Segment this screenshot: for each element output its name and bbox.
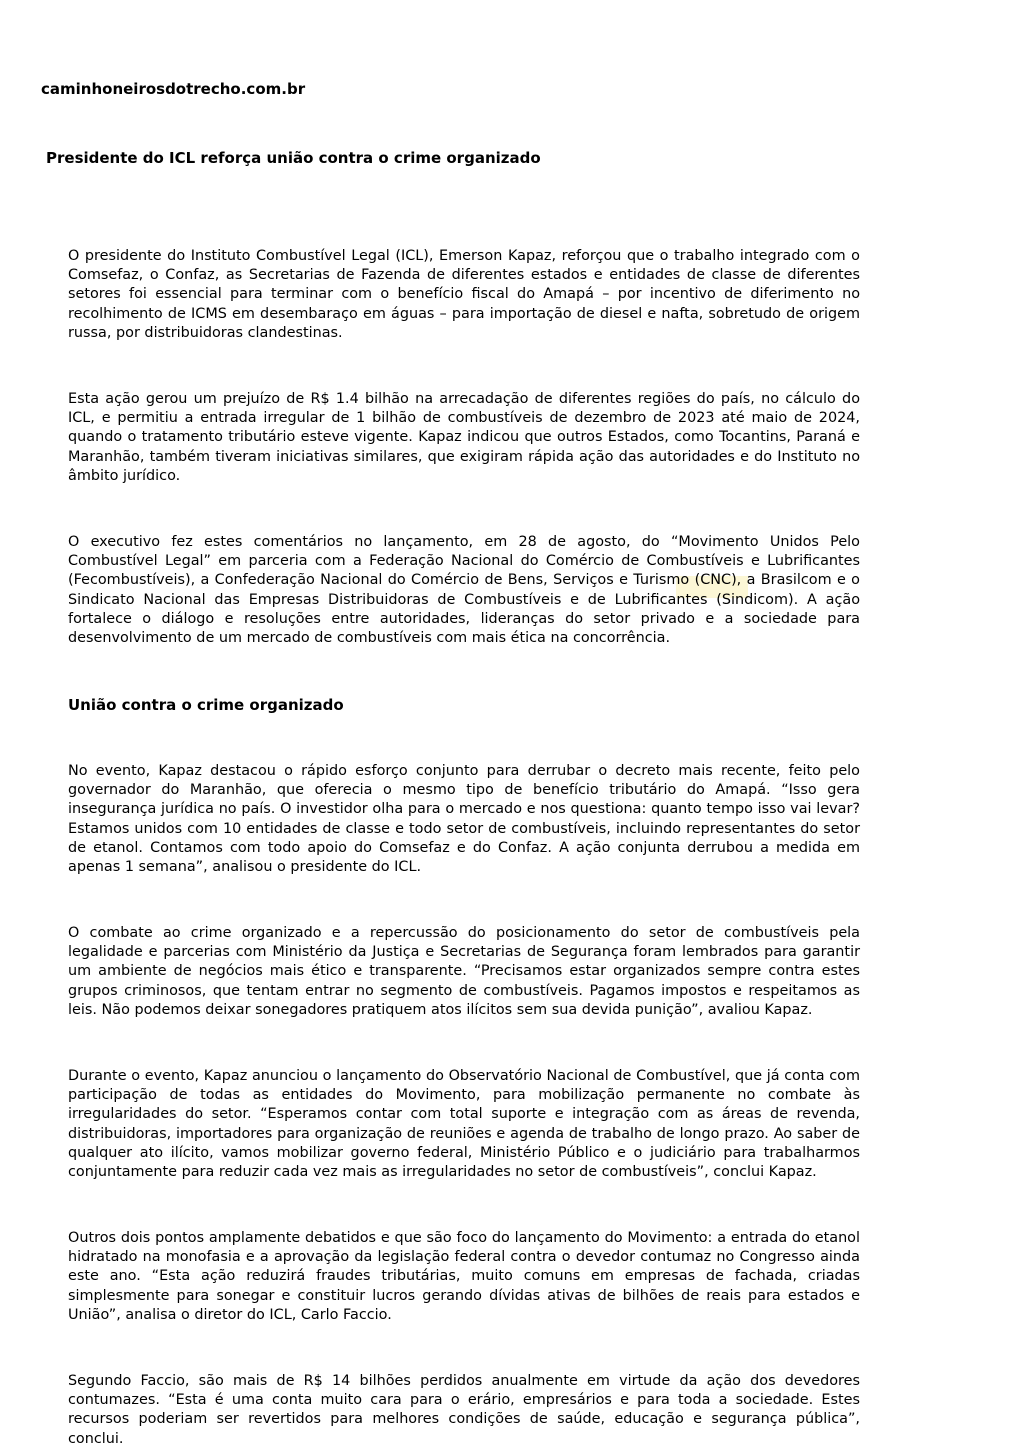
paragraph-3: O executivo fez estes comentários no lançamento, em 28 de agosto, do “Movimento Unidos Pelo Combustível Legal” em parceria com a Federação Nacional do Comércio de Combustíveis e Lubrificantes (Fecombustíveis), a Confederação Nacional do Comércio de Bens, Serviços e Turismo (CNC), a Brasilcom e o Sindicato Nacional das Empresas Distribuidoras de Combustíveis e de Lubrificantes (Sindicom). A ação fortalece o diálogo e resoluções entre autoridades, lideranças do setor privado e a sociedade para desenvolvimento de um mercado de combustíveis com mais ética na concorrência. bbox=[68, 534, 860, 647]
paragraph-7: Outros dois pontos amplamente debatidos e que são foco do lançamento do Movimento: a entrada do etanol hidratado na monofasia e a aprovação da legislação federal contra o devedor contumaz no Congresso ainda este ano. “Esta ação reduzirá fraudes tributárias, muito comuns em empresas de fachada, criadas simplesmente para sonegar e constituir lucros gerando dívidas ativas de bilhões de reais para estados e União”, analisa o diretor do ICL, Carlo Faccio. bbox=[68, 1230, 860, 1323]
paragraph-4: No evento, Kapaz destacou o rápido esforço conjunto para derrubar o decreto mais recente, feito pelo governador do Maranhão, que oferecia o mesmo tipo de benefício tributário do Amapá. “Isso gera insegurança jurídica no país. O investidor olha para o mercado e nos questiona: quanto tempo isso vai levar? Estamos unidos com 10 entidades de classe e todo setor de combustíveis, incluindo representantes do setor de etanol. Contamos com todo apoio do Comsefaz e do Confaz. A ação conjunta derrubou a medida em apenas 1 semana”, analisou o presidente do ICL. bbox=[68, 763, 860, 876]
site-name: caminhoneirosdotrecho.com.br bbox=[41, 80, 306, 98]
article-title: Presidente do ICL reforça união contra o crime organizado bbox=[46, 149, 541, 167]
paragraph-5: O combate ao crime organizado e a repercussão do posicionamento do setor de combustíveis pela legalidade e parcerias com Ministério da Justiça e Secretarias de Segurança foram lembrados para garantir um ambiente de negócios mais ético e transparente. “Precisamos estar organizados sempre contra estes grupos criminosos, que tentam entrar no segmento de combustíveis. Pagamos impostos e respeitamos as leis. Não podemos deixar sonegadores pratiquem atos ilícitos sem sua devida punição”, avaliou Kapaz. bbox=[68, 925, 860, 1018]
paragraph-8: Segundo Faccio, são mais de R$ 14 bilhões perdidos anualmente em virtude da ação dos devedores contumazes. “Esta é uma conta muito cara para o erário, empresários e para toda a sociedade. Estes recursos poderiam ser revertidos para melhores condições de saúde, educação e segurança pública”, conclui. bbox=[68, 1373, 860, 1447]
section-heading: União contra o crime organizado bbox=[68, 696, 344, 714]
paragraph-2: Esta ação gerou um prejuízo de R$ 1.4 bilhão na arrecadação de diferentes regiões do país, no cálculo do ICL, e permitiu a entrada irregular de 1 bilhão de combustíveis de dezembro de 2023 até maio de 2024, quando o tratamento tributário esteve vigente. Kapaz indicou que outros Estados, como Tocantins, Paraná e Maranhão, também tiveram iniciativas similares, que exigiram rápida ação das autoridades e do Instituto no âmbito jurídico. bbox=[68, 391, 860, 484]
paragraph-6: Durante o evento, Kapaz anunciou o lançamento do Observatório Nacional de Combustível, que já conta com participação de todas as entidades do Movimento, para mobilização permanente no combate às irregularidades do setor. “Esperamos contar com total suporte e integração com as áreas de revenda, distribuidoras, importadores para organização de reuniões e agenda de trabalho de longo prazo. Ao saber de qualquer ato ilícito, vamos mobilizar governo federal, Ministério Público e o judiciário para trabalharmos conjuntamente para reduzir cada vez mais as irregularidades no setor de combustíveis”, conclui Kapaz. bbox=[68, 1068, 860, 1181]
paragraph-1: O presidente do Instituto Combustível Legal (ICL), Emerson Kapaz, reforçou que o trabalho integrado com o Comsefaz, o Confaz, as Secretarias de Fazenda de diferentes estados e entidades de classe de diferentes setores foi essencial para terminar com o benefício fiscal do Amapá – por incentivo de diferimento no recolhimento de ICMS em desembaraço em águas – para importação de diesel e nafta, sobretudo de origem russa, por distribuidoras clandestinas. bbox=[68, 248, 860, 341]
